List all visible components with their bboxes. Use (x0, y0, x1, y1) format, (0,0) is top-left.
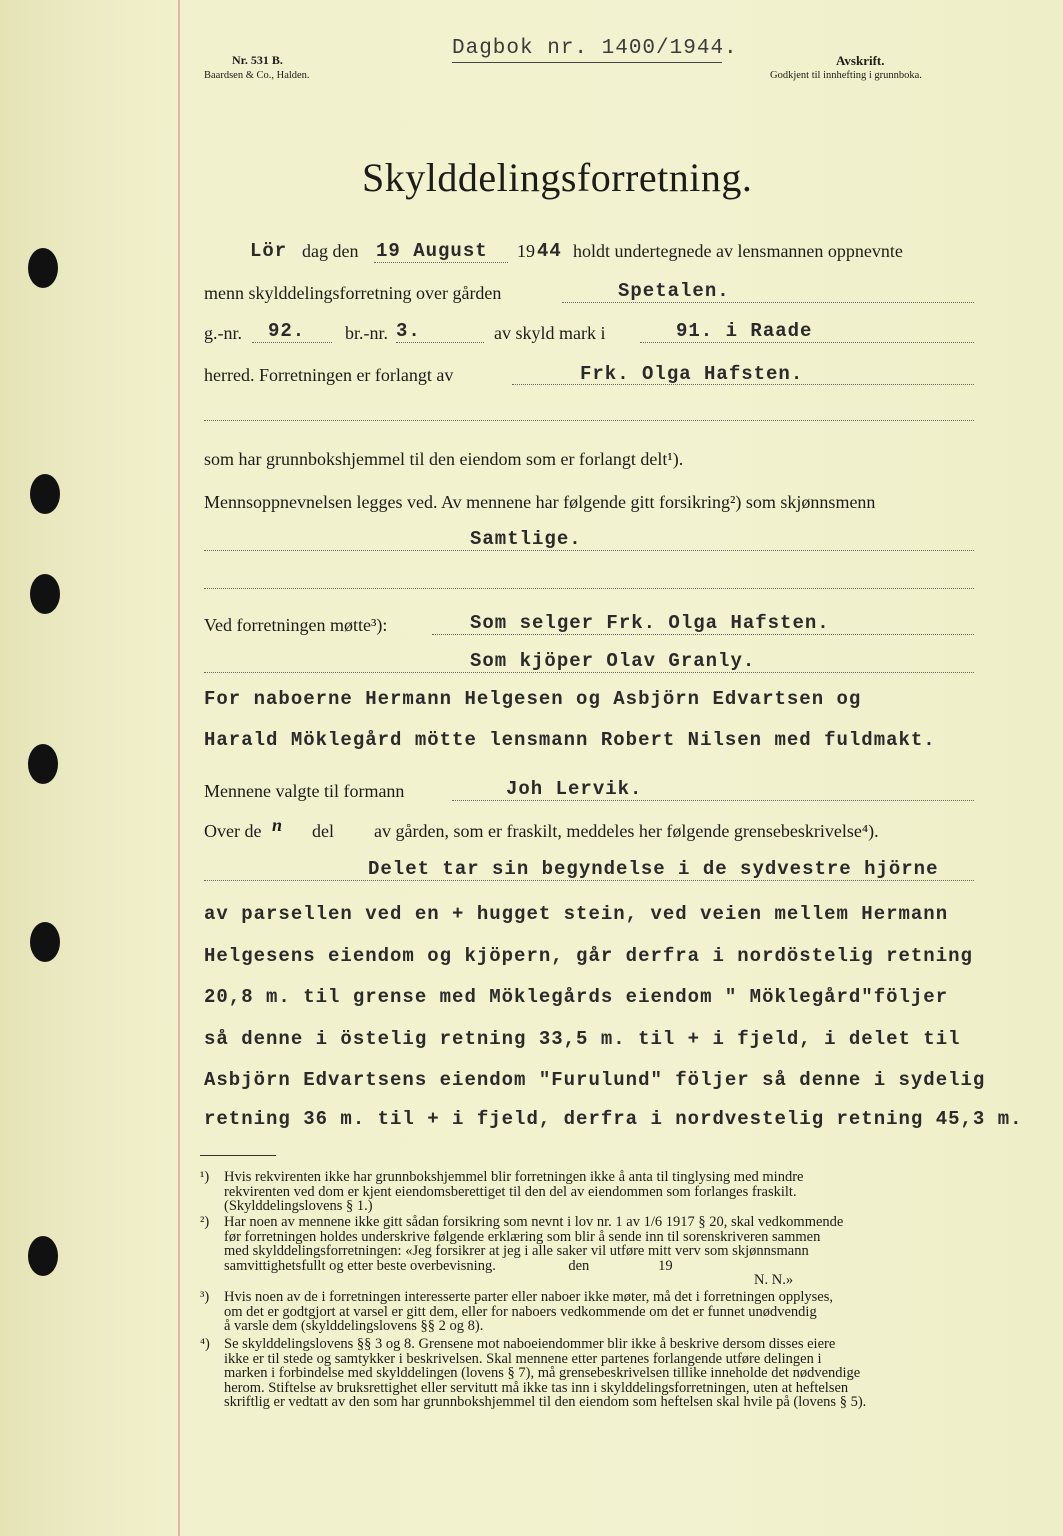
formann-dotted-line (452, 800, 974, 801)
grense-text: av gården, som er fraskilt, meddeles her følgende grensebeskrivelse⁴). (374, 821, 879, 841)
motte-line-4: Harald Möklegård mötte lensmann Robert Nilsen med fuldmakt. (204, 729, 936, 751)
description-line: så denne i östelig retning 33,5 m. til + i fjeld, i delet til (204, 1028, 961, 1050)
grunnbok-text: som har grunnbokshjemmel til den eiendom som er forlangt delt¹). (204, 449, 684, 469)
brnr-dotted-line (396, 342, 484, 343)
gnr-typed: 92. (268, 320, 306, 342)
blank-dotted-line-2 (204, 588, 974, 589)
footnote-line: med skylddelingsforretningen: «Jeg forsikrer at jeg i alle saker vil utføre mitt verv som skjønnsmann (224, 1243, 809, 1260)
footnote-mark: ¹) (200, 1169, 210, 1185)
punch-hole (30, 474, 60, 514)
footnote-line: herom. Stiftelse av bruksrettighet eller servitutt må ikke tas inn i skylddelingsforretningen, uten at heftelsen (224, 1379, 849, 1396)
description-line: Delet tar sin begyndelse i de sydvestre hjörne (368, 858, 939, 880)
footnote-rule (200, 1155, 276, 1156)
dagbok-stamp: Dagbok nr. 1400/1944. (452, 37, 738, 60)
avskrift-label: Avskrift. (836, 53, 885, 68)
skjonn-typed: Samtlige. (470, 528, 582, 550)
farm-typed: Spetalen. (618, 280, 730, 302)
year-prefix: 19 (517, 241, 535, 261)
footnote-mark: ³) (200, 1289, 210, 1305)
footnote-line: om det er godtgjort at varsel er gitt dem, eller for naboers vedkommende om det er funnet unødvendig (224, 1303, 817, 1320)
footnote-line: marken i forbindelse med skylddelingen (lovens § 7), må grensebeskrivelsen tillike inneholde det nødvendige (224, 1365, 861, 1382)
date-dotted-line (374, 262, 508, 263)
page-title: Skylddelingsforretning. (362, 155, 753, 200)
footnote-mark: ²) (200, 1214, 210, 1230)
description-line: retning 36 m. til + i fjeld, derfra i nordvestelig retning 45,3 m. (204, 1108, 1023, 1130)
footnote-mark: ⁴) (200, 1336, 210, 1352)
menn-text: menn skylddelingsforretning over gården (204, 283, 502, 303)
form-number: Nr. 531 B. (232, 53, 283, 67)
day-typed: Lör (250, 240, 288, 262)
motte-line-2: Som kjöper Olav Granly. (470, 650, 756, 672)
footnote-line: Har noen av mennene ikke gitt sådan forsikring som nevnt i lov nr. 1 av 1/6 1917 § 20, skal vedkommende (224, 1214, 844, 1230)
skyld-label: av skyld mark i (494, 323, 606, 343)
dagbok-underline (452, 62, 722, 63)
description-line: Asbjörn Edvartsens eiendom "Furulund" följer så denne i sydelig (204, 1069, 986, 1091)
punch-hole (30, 922, 60, 962)
brnr-label: br.-nr. (345, 323, 388, 343)
dag-den-label: dag den (302, 241, 359, 261)
over-label: Over de (204, 821, 262, 841)
skjonn-dotted-line (204, 550, 974, 551)
del-label: del (312, 821, 334, 841)
over-handwritten: n (272, 815, 283, 835)
farm-dotted-line (562, 302, 974, 303)
footnote-line: å varsle dem (skylddelingslovens §§ 2 og 8). (224, 1318, 484, 1335)
publisher: Baardsen & Co., Halden. (204, 70, 310, 81)
footnote-line: skriftlig er vedtatt av den som har grunnbokshjemmel til den eiendom som heftelsen skal hvile på (lovens § 5). (224, 1394, 867, 1411)
punch-hole (30, 574, 60, 614)
gnr-label: g.-nr. (204, 323, 242, 343)
punch-hole (28, 1236, 58, 1276)
margin-line (178, 0, 180, 1536)
footnote-2 (200, 1215, 990, 1288)
brnr-typed: 3. (396, 320, 421, 342)
footnote-line: Hvis noen av de i forretningen interesserte parter eller naboer ikke møter, må det i forretningen opplyses, (224, 1289, 834, 1305)
skyld-dotted-line (640, 342, 974, 343)
motte-line-3: For naboerne Hermann Helgesen og Asbjörn Edvartsen og (204, 688, 862, 710)
description-line: av parsellen ved en + hugget stein, ved veien mellem Hermann (204, 903, 949, 925)
motte-label: Ved forretningen møtte³): (204, 615, 388, 635)
holdt-text: holdt undertegnede av lensmannen oppnevnte (573, 241, 903, 261)
desc-dotted-line (204, 880, 974, 881)
description-line: Helgesens eiendom og kjöpern, går derfra i nordöstelig retning (204, 945, 973, 967)
menns-text: Mennsoppnevnelsen legges ved. Av mennene har følgende gitt forsikring²) som skjønnsmenn (204, 492, 876, 512)
motte-dotted-line-2 (204, 672, 974, 673)
formann-typed: Joh Lervik. (506, 778, 643, 800)
godkjent-label: Godkjent til innhefting i grunnboka. (770, 70, 922, 81)
skyld-typed: 91. i Raade (676, 320, 813, 342)
footnote-1 (200, 1170, 990, 1214)
footnote-signature: N. N.» (754, 1272, 794, 1289)
gnr-dotted-line (252, 342, 332, 343)
punch-hole (28, 248, 58, 288)
footnote-line: ikke er til stede og samtykker i beskrivelsen. Skal mennene etter partenes forlangende utføre delingen i (224, 1350, 822, 1367)
footnote-line: rekvirenten ved dom er kjent eiendomsberettiget til den del av eiendommen som forlanges fraskilt. (224, 1183, 797, 1200)
footnote-line: Hvis rekvirenten ikke har grunnbokshjemmel blir forretningen ikke å anta til tinglysing med mindre (224, 1169, 804, 1185)
year-typed: 44 (537, 240, 562, 262)
punch-hole (28, 744, 58, 784)
formann-label: Mennene valgte til formann (204, 781, 405, 801)
date-typed: 19 August (376, 240, 488, 262)
footnote-line: før forretningen holdes underskrive følgende erklæring som blir å sende inn til sorenskriveren sammen (224, 1228, 821, 1245)
footnote-line: Se skylddelingslovens §§ 3 og 8. Grensene mot naboeiendommer blir ikke å beskrive dersom disses eiere (224, 1336, 836, 1352)
footnote-3 (200, 1290, 990, 1334)
motte-line-1: Som selger Frk. Olga Hafsten. (470, 612, 830, 634)
motte-dotted-line (432, 634, 974, 635)
footnote-line: samvittighetsfullt og etter beste overbevisning. den 19 (224, 1257, 673, 1274)
description-line: 20,8 m. til grense med Möklegårds eiendom " Möklegård"följer (204, 986, 949, 1008)
herred-text: herred. Forretningen er forlangt av (204, 365, 454, 385)
blank-dotted-line (204, 420, 974, 421)
footnote-4 (200, 1337, 990, 1410)
requester-typed: Frk. Olga Hafsten. (580, 363, 804, 385)
footnote-line: (Skylddelingslovens § 1.) (224, 1198, 373, 1215)
